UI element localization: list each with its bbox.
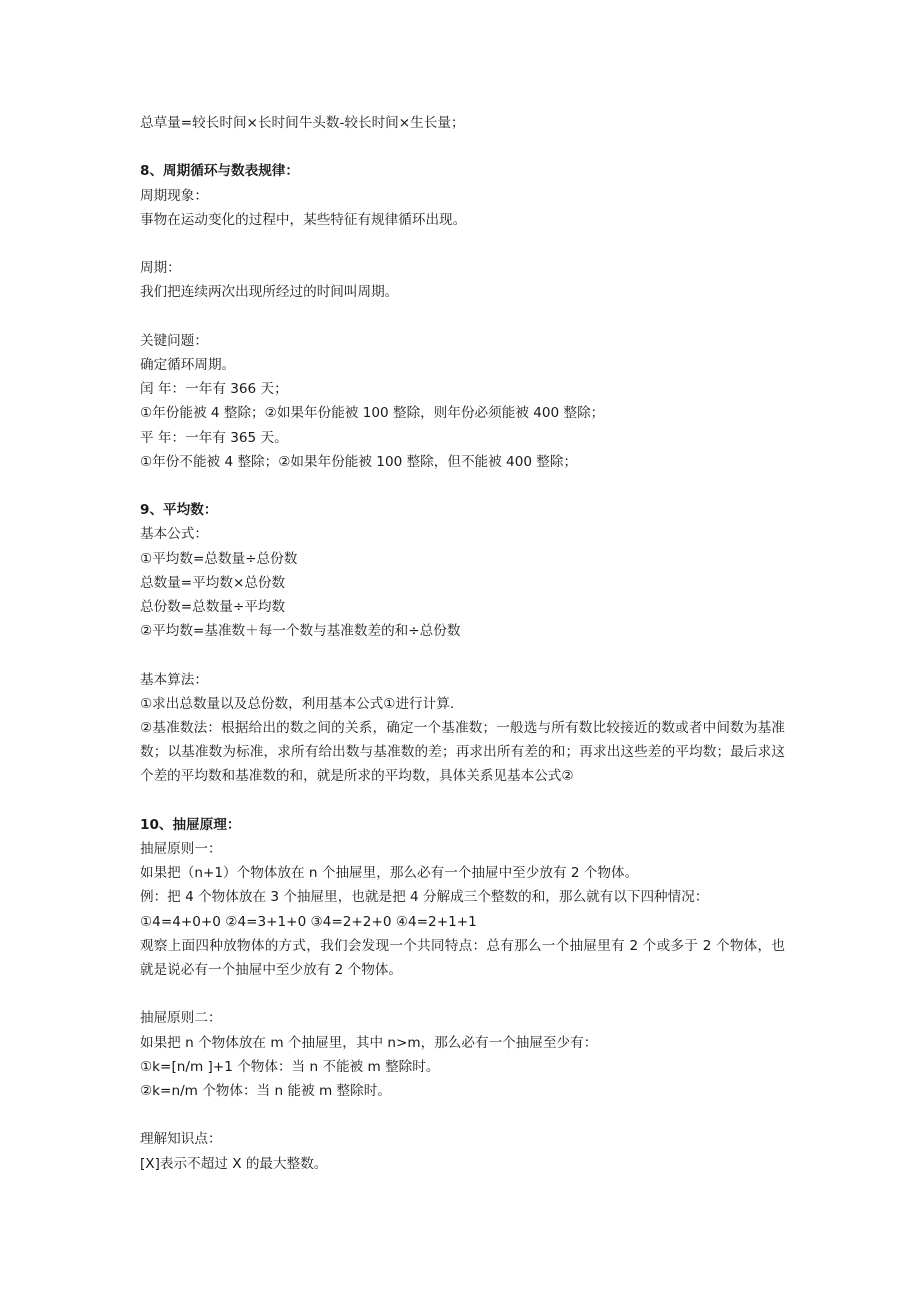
text-line: ①年份能被 4 整除；②如果年份能被 100 整除，则年份必须能被 400 整除； xyxy=(140,405,605,422)
text-line: 总草量=较长时间×长时间牛头数-较长时间×生长量； xyxy=(140,115,465,131)
blank-line xyxy=(140,135,785,159)
section-heading-10: 10、抽屉原理： xyxy=(140,816,241,833)
text-line: ①4=4+0+0 ②4=3+1+0 ③4=2+2+0 ④4=2+1+1 xyxy=(140,913,477,930)
text-line: ①平均数=总数量÷总份数 xyxy=(140,550,298,567)
paragraph: 观察上面四种放物体的方式，我们会发现一个共同特点：总有那么一个抽屉里有 2 个或多于 2 个物体，也就是说必有一个抽屉中至少放有 2 个物体。 xyxy=(140,937,785,979)
paragraph: ②基准数法：根据给出的数之间的关系，确定一个基准数；一般选与所有数比较接近的数或者中间数为基准数；以基准数为标准，求所有给出数与基准数的差；再求出所有差的和；再求出这些差的平均数；最后求这个差的平均数和基准数的和，就是所求的平均数，具体关系见基本公式② xyxy=(140,720,785,785)
text-line: 我们把连续两次出现所经过的时间叫周期。 xyxy=(140,284,399,301)
blank-line xyxy=(140,789,785,813)
text-line: 如果把 n 个物体放在 m 个抽屉里，其中 n>m，那么必有一个抽屉至少有： xyxy=(140,1034,598,1051)
text-line: 理解知识点： xyxy=(140,1131,222,1148)
text-line: 抽屉原则二： xyxy=(140,1010,222,1027)
text-line: 关键问题： xyxy=(140,332,208,349)
text-line: 例：把 4 个物体放在 3 个抽屉里，也就是把 4 分解成三个整数的和，那么就有以下四种情况： xyxy=(140,889,709,906)
text-line: ②平均数=基准数＋每一个数与基准数差的和÷总份数 xyxy=(140,623,461,640)
text-line: 如果把（n+1）个物体放在 n 个抽屉里，那么必有一个抽屉中至少放有 2 个物体。 xyxy=(140,865,639,882)
text-line: ②k=n/m 个物体：当 n 能被 m 整除时。 xyxy=(140,1083,391,1100)
blank-line xyxy=(140,982,785,1006)
blank-line xyxy=(140,232,785,256)
text-line: 总数量=平均数×总份数 xyxy=(140,574,286,591)
section-heading-8: 8、周期循环与数表规律： xyxy=(140,163,299,180)
text-line: 确定循环周期。 xyxy=(140,356,236,373)
text-line: ①求出总数量以及总份数，利用基本公式①进行计算. xyxy=(140,695,455,712)
text-line: 基本公式： xyxy=(140,526,208,543)
text-line: ①k=[n/m ]+1 个物体：当 n 不能被 m 整除时。 xyxy=(140,1058,440,1075)
blank-line xyxy=(140,474,785,498)
text-line: 周期： xyxy=(140,260,181,277)
blank-line xyxy=(140,1103,785,1127)
text-line: 周期现象： xyxy=(140,187,208,204)
text-line: 抽屉原则一： xyxy=(140,841,222,857)
text-line: 闰 年：一年有 366 天； xyxy=(140,381,288,398)
text-line: 总份数=总数量÷平均数 xyxy=(140,599,286,615)
text-line: 事物在运动变化的过程中，某些特征有规律循环出现。 xyxy=(140,211,467,228)
text-line: [X]表示不超过 X 的最大整数。 xyxy=(140,1155,328,1172)
text-line: 基本算法： xyxy=(140,671,208,688)
text-line: 平 年：一年有 365 天。 xyxy=(140,429,288,446)
blank-line xyxy=(140,305,785,329)
section-heading-9: 9、平均数： xyxy=(140,502,218,519)
document-body xyxy=(140,111,785,1176)
blank-line xyxy=(140,643,785,667)
text-line: ①年份不能被 4 整除；②如果年份能被 100 整除，但不能被 400 整除； xyxy=(140,453,578,470)
